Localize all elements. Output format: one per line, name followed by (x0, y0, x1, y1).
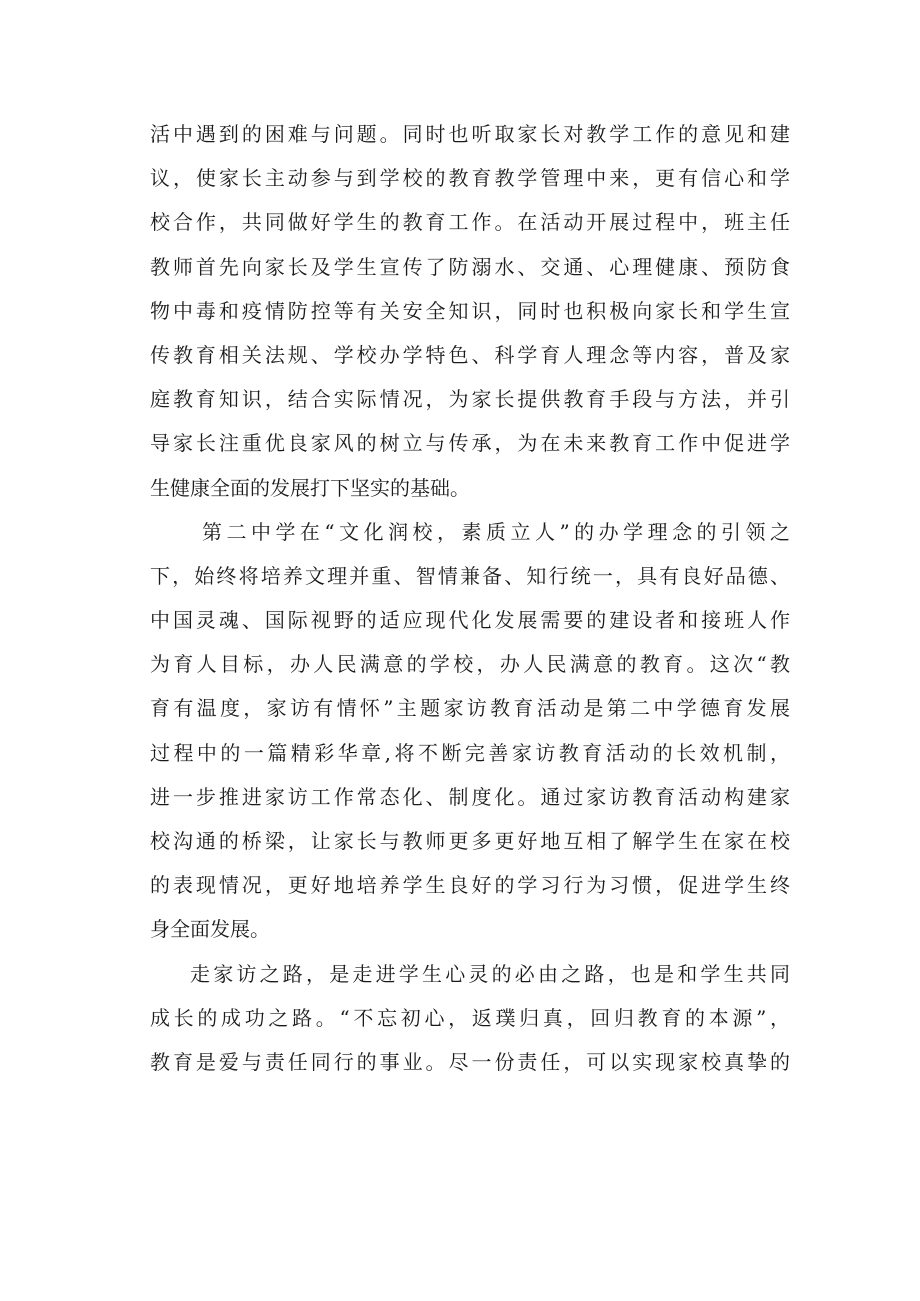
paragraph-2 (150, 510, 790, 952)
text-line: 生健康全面的发展打下坚实的基础。 (150, 475, 470, 500)
text-line: 成长的成功之路。“不忘初心，返璞归真，回归教育的本源”， (150, 1005, 790, 1030)
text-line: 校合作，共同做好学生的教育工作。在活动开展过程中，班主任 (150, 210, 790, 235)
text-line: 中国灵魂、国际视野的适应现代化发展需要的建设者和接班人作 (150, 608, 790, 633)
text-line: 教师首先向家长及学生宣传了防溺水、交通、心理健康、预防食 (150, 254, 790, 279)
paragraph-3 (150, 952, 790, 1085)
text-line: 第二中学在“文化润校，素质立人”的办学理念的引领之 (202, 519, 790, 544)
text-line: 走家访之路，是走进学生心灵的必由之路，也是和学生共同 (190, 961, 790, 986)
paragraph-1 (150, 112, 790, 510)
text-line: 庭教育知识，结合实际情况，为家长提供教育手段与方法，并引 (150, 387, 790, 412)
text-line: 的表现情况，更好地培养学生良好的学习行为习惯，促进学生终 (150, 873, 790, 898)
text-line: 进一步推进家访工作常态化、制度化。通过家访教育活动构建家 (150, 784, 790, 809)
text-line: 校沟通的桥梁，让家长与教师更多更好地互相了解学生在家在校 (150, 829, 790, 853)
text-line: 传教育相关法规、学校办学特色、科学育人理念等内容，普及家 (150, 342, 790, 367)
text-line: 育有温度，家访有情怀”主题家访教育活动是第二中学德育发展 (150, 696, 790, 721)
text-line: 教育是爱与责任同行的事业。尽一份责任，可以实现家校真挚的 (150, 1049, 790, 1074)
text-line: 过程中的一篇精彩华章,将不断完善家访教育活动的长效机制， (150, 740, 790, 765)
text-line: 导家长注重优良家风的树立与传承，为在未来教育工作中促进学 (150, 431, 790, 456)
text-line: 议，使家长主动参与到学校的教育教学管理中来，更有信心和学 (150, 166, 790, 191)
text-line: 活中遇到的困难与问题。同时也听取家长对教学工作的意见和建 (150, 122, 790, 146)
body-text (150, 112, 790, 1084)
text-line: 下，始终将培养文理并重、智情兼备、知行统一，具有良好品德、 (150, 563, 790, 588)
text-line: 物中毒和疫情防控等有关安全知识，同时也积极向家长和学生宣 (150, 298, 790, 323)
text-line: 为育人目标，办人民满意的学校，办人民满意的教育。这次“教 (150, 652, 790, 677)
text-line: 身全面发展。 (150, 917, 270, 942)
